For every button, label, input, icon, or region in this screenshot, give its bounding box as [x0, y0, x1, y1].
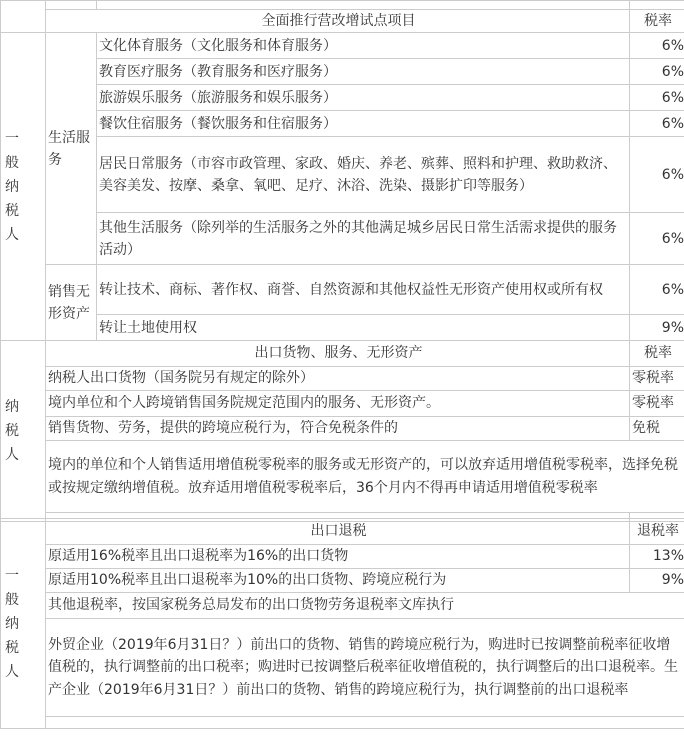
- blank-cell: [46, 717, 684, 729]
- export-tax-table: [0, 340, 684, 522]
- list-item: 教育医疗服务（教育服务和医疗服务）: [97, 59, 630, 85]
- list-item: 其他生活服务（除列举的生活服务之外的其他满足城乡居民日常生活需求提供的服务活动）: [97, 213, 630, 265]
- list-item: 原适用10%税率且出口退税率为10%的出口货物、跨境应税行为: [46, 569, 630, 593]
- rate-value: 13%: [630, 545, 684, 569]
- rate-value: 免税: [630, 417, 684, 441]
- blank-cell: [630, 1, 684, 10]
- list-item: 转让土地使用权: [97, 315, 630, 341]
- list-item: 居民日常服务（市容市政管理、家政、婚庆、养老、殡葬、照料和护理、救助救济、美容美发、按摩、桑拿、氧吧、足疗、沐浴、洗染、摄影扩印等服务）: [97, 137, 630, 213]
- rate-value: 6%: [630, 33, 684, 59]
- table-header: 出口退税: [46, 519, 630, 545]
- note-text: 其他退税率，按国家税务总局发布的出口货物劳务退税率文库执行: [46, 593, 684, 619]
- rate-header: 税率: [630, 341, 684, 367]
- rate-value: 9%: [630, 569, 684, 593]
- rate-value: 6%: [630, 111, 684, 137]
- note-text: 外贸企业（2019年6月31日？）前出口的货物、销售的跨境应税行为，购进时已按调整前税率征收增值税的，执行调整前的出口税率；购进时已按调整后税率征收增值税的，执行调整后的出口退税率。生产企业（2019年6月31日？）前出口的货物、销售的跨境应税行为，执行调整前的出口退税率: [46, 619, 684, 717]
- blank-cell: [1, 1, 46, 33]
- list-item: 原适用16%税率且出口退税率为16%的出口货物: [46, 545, 630, 569]
- rate-header: 退税率: [630, 519, 684, 545]
- rate-value: 9%: [630, 315, 684, 341]
- rate-value: 6%: [630, 265, 684, 315]
- table-header: 全面推行营改增试点项目: [46, 10, 630, 33]
- blank-cell: [97, 1, 630, 10]
- rate-value: 零税率: [630, 367, 684, 391]
- rate-value: 6%: [630, 213, 684, 265]
- category-intangible-assets: 销售无形资产: [46, 265, 97, 341]
- rate-value: 零税率: [630, 391, 684, 417]
- rate-header: 税率: [630, 10, 684, 33]
- list-item: 销售货物、劳务，提供的跨境应税行为，符合免税条件的: [46, 417, 630, 441]
- export-rebate-table: [0, 518, 684, 729]
- list-item: 文化体育服务（文化服务和体育服务）: [97, 33, 630, 59]
- vat-reform-table: [0, 0, 684, 341]
- note-text: 境内的单位和个人销售适用增值税零税率的服务或无形资产的，可以放弃适用增值税零税率，选择免税或按规定缴纳增值税。放弃适用增值税零税率后，36个月内不得再申请适用增值税零税率: [46, 441, 684, 513]
- list-item: 境内单位和个人跨境销售国务院规定范围内的服务、无形资产。: [46, 391, 630, 417]
- taxpayer-label: 一般纳税人: [1, 33, 46, 341]
- table-header: 出口货物、服务、无形资产: [46, 341, 630, 367]
- list-item: 旅游娱乐服务（旅游服务和娱乐服务）: [97, 85, 630, 111]
- list-item: 转让技术、商标、著作权、商誉、自然资源和其他权益性无形资产使用权或所有权: [97, 265, 630, 315]
- category-life-services: 生活服务: [46, 33, 97, 265]
- taxpayer-label: 纳税人: [1, 341, 46, 522]
- rate-value: 6%: [630, 85, 684, 111]
- blank-cell: [46, 1, 97, 10]
- rate-value: 6%: [630, 137, 684, 213]
- taxpayer-label: 一般纳税人: [1, 519, 46, 729]
- list-item: 餐饮住宿服务（餐饮服务和住宿服务）: [97, 111, 630, 137]
- list-item: 纳税人出口货物（国务院另有规定的除外）: [46, 367, 630, 391]
- rate-value: 6%: [630, 59, 684, 85]
